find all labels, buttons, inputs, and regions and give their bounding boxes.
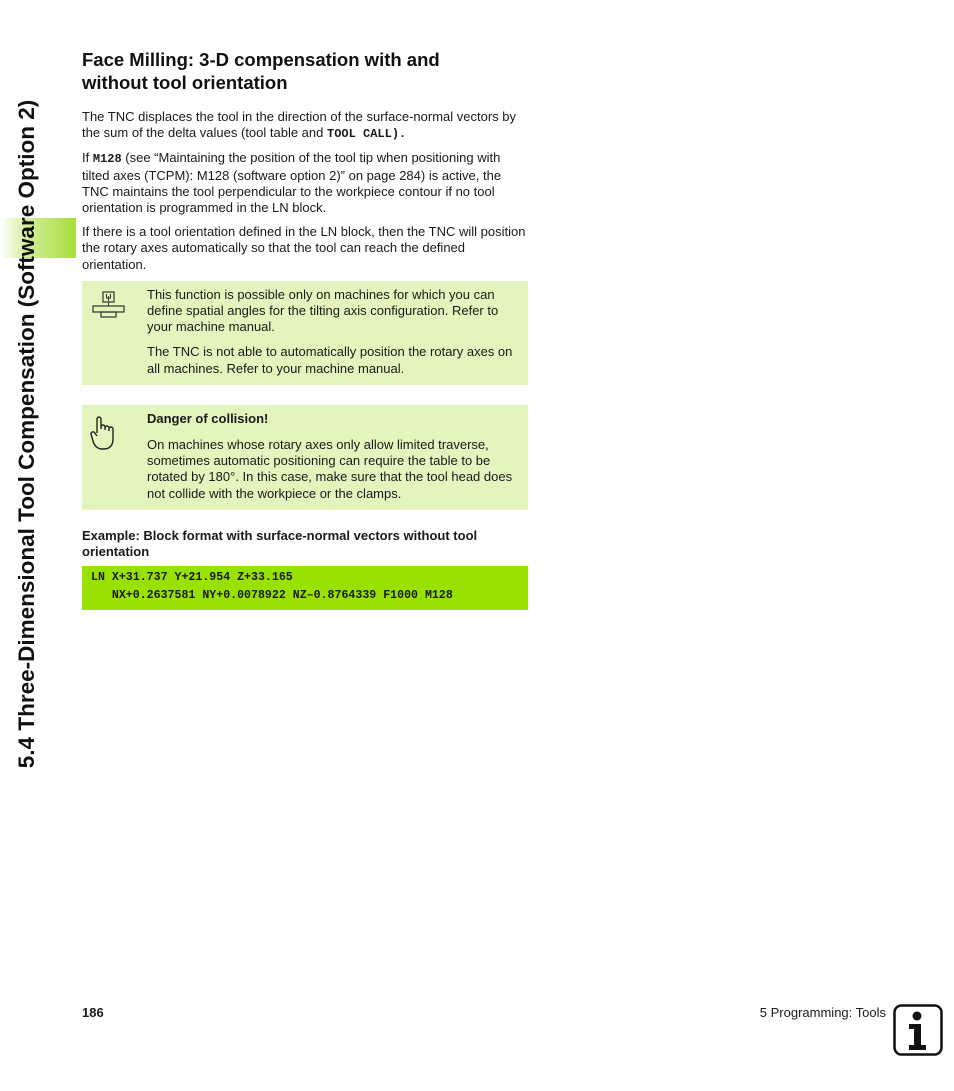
- hand-pointing-icon: [90, 415, 116, 451]
- collision-warning-box: [82, 405, 528, 510]
- paragraph-m128-prefix: If: [82, 150, 93, 166]
- section-heading-line2: without tool orientation: [82, 72, 288, 93]
- collision-warning-text: On machines whose rotary axes only allow limited traverse, sometimes automatic positioning can require the table to be rotated by 180°. In this case, make sure that the tool head does not collide with the workpiece or the clamps.: [147, 437, 513, 501]
- collision-warning-title: Danger of collision!: [147, 410, 269, 426]
- paragraph-tool-orientation: If there is a tool orientation defined in the LN block, then the TNC will position the rotary axes automatically so that the tool can reach the defined orientation.: [82, 224, 526, 272]
- nc-code-block: [82, 566, 528, 610]
- example-heading: Example: Block format with surface-normal vectors without tool orientation: [82, 527, 478, 559]
- main-content: [82, 48, 528, 610]
- machine-note-text-1: This function is possible only on machines for which you can define spatial angles for the tilting axis configuration. Refer to your machine manual.: [147, 286, 499, 335]
- section-heading: [82, 48, 528, 94]
- nc-code-line-1: LN X+31.737 Y+21.954 Z+33.165: [91, 570, 293, 584]
- tool-call-code: TOOL CALL: [327, 127, 392, 142]
- paragraph-displacement-end: ).: [391, 127, 407, 142]
- nc-code-line-2: NX+0.2637581 NY+0.0078922 NZ–0.8764339 F1000 M128: [91, 588, 453, 602]
- paragraph-m128-text: (see “Maintaining the position of the tool tip when positioning with tilted axes (TCPM): M128 (software option 2)” on page 284) is active, the TNC maintains the tool perpendicular to the workpiece contour if no tool orientation is programmed in the LN block.: [82, 150, 502, 216]
- m128-code: M128: [92, 152, 122, 167]
- paragraph-displacement-text: The TNC displaces the tool in the direction of the surface-normal vectors by the sum of the delta values (tool table and: [82, 109, 517, 141]
- section-heading-line1: Face Milling: 3-D compensation with and: [82, 49, 440, 70]
- footer-chapter-title: 5 Programming: Tools: [759, 1005, 886, 1020]
- paragraph-m128: [82, 150, 528, 216]
- chapter-side-title: 5.4 Three-Dimensional Tool Compensation (Software Option 2): [14, 99, 39, 769]
- info-icon: [893, 1004, 943, 1056]
- machine-icon: [92, 291, 126, 319]
- page-number: 186: [82, 1005, 104, 1020]
- machine-note-box: [82, 281, 528, 385]
- machine-note-text-2: The TNC is not able to automatically position the rotary axes on all machines. Refer to your machine manual.: [147, 344, 513, 376]
- paragraph-displacement: [82, 109, 528, 142]
